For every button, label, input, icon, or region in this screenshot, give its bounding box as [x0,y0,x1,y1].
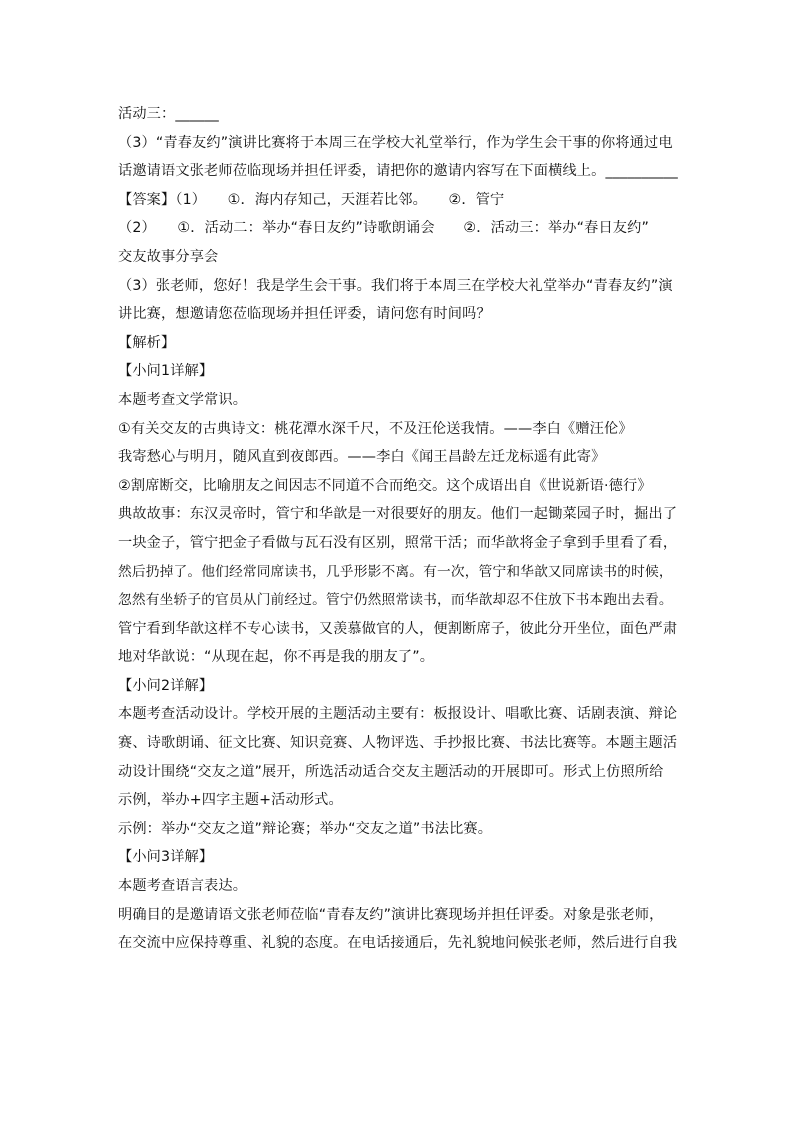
answer-line: （2） ①．活动二：举办“春日友约”诗歌朗诵会 ②．活动三：举办“春日友约” [118,220,649,237]
text-line: ②割席断交，比喻朋友之间因志不同道不合而绝交。这个成语出自《世说新语·德行》 [118,477,652,494]
text-line: 活动三：______ [118,106,219,122]
text-line: 明确目的是邀请语文张老师莅临“青春友约”演讲比赛现场并担任评委。对象是张老师， [118,906,664,923]
text-line: 在交流中应保持尊重、礼貌的态度。在电话接通后，先礼貌地问候张老师，然后进行自我 [118,935,678,952]
text-line: 地对华歆说：“从现在起，你不再是我的朋友了”。 [118,649,435,666]
text-line: 本题考查活动设计。学校开展的主题活动主要有：板报设计、唱歌比赛、话剧表演、辩论 [118,706,678,723]
answer-line: （3）张老师，您好！我是学生会干事。我们将于本周三在学校大礼堂举办“青春友约”演 [118,277,673,294]
text-line: 管宁看到华歆这样不专心读书，又羡慕做官的人，便割断席子，彼此分开坐位，面色严肃 [118,620,678,637]
section-heading: 【小问1详解】 [118,363,214,380]
text-line: 示例，举办+四字主题+活动形式。 [118,792,343,809]
document-body [118,100,678,958]
text-line: ①有关交友的古典诗文：桃花潭水深千尺，不及汪伦送我情。——李白《赠汪伦》 [118,420,633,437]
text-line: 典故故事：东汉灵帝时，管宁和华歆是一对很要好的朋友。他们一起锄菜园子时，掘出了 [118,506,678,523]
text-line: 示例：举办“交友之道”辩论赛；举办“交友之道”书法比赛。 [118,820,493,837]
text-line: 本题考查语言表达。 [118,878,248,895]
section-heading: 【小问3详解】 [118,849,214,866]
text-line: 我寄愁心与明月，随风直到夜郎西。——李白《闻王昌龄左迁龙标遥有此寄》 [118,449,606,466]
text-line: 赛、诗歌朗诵、征文比赛、知识竞赛、人物评选、手抄报比赛、书法比赛等。本题主题活 [118,735,678,752]
text-line: （3）“青春友约”演讲比赛将于本周三在学校大礼堂举行，作为学生会干事的你将通过电 [118,134,673,151]
text-line: 忽然有坐轿子的官员从门前经过。管宁仍然照常读书，而华歆却忍不住放下书本跑出去看。 [118,592,673,609]
text-line: 然后扔掉了。他们经常同席读书，几乎形影不离。有一次，管宁和华歆又同席读书的时候， [118,563,673,580]
text-line: 话邀请语文张老师莅临现场并担任评委，请把你的邀请内容写在下面横线上。__________ [118,163,678,180]
text-line: 动设计围绕“交友之道”展开，所选活动适合交友主题活动的开展即可。形式上仿照所给 [118,763,664,780]
section-heading: 【小问2详解】 [118,677,214,694]
section-heading: 【解析】 [118,334,176,351]
text-line: 一块金子，管宁把金子看做与瓦石没有区别，照常干活；而华歆将金子拿到手里看了看， [118,534,678,551]
answer-line: 交友故事分享会 [118,248,219,265]
answer-line: 讲比赛，想邀请您莅临现场并担任评委，请问您有时间吗？ [118,306,491,323]
text-line: 本题考查文学常识。 [118,391,248,408]
answer-line: 【答案】（1） ①．海内存知己，天涯若比邻。 ②．管宁 [118,191,505,208]
